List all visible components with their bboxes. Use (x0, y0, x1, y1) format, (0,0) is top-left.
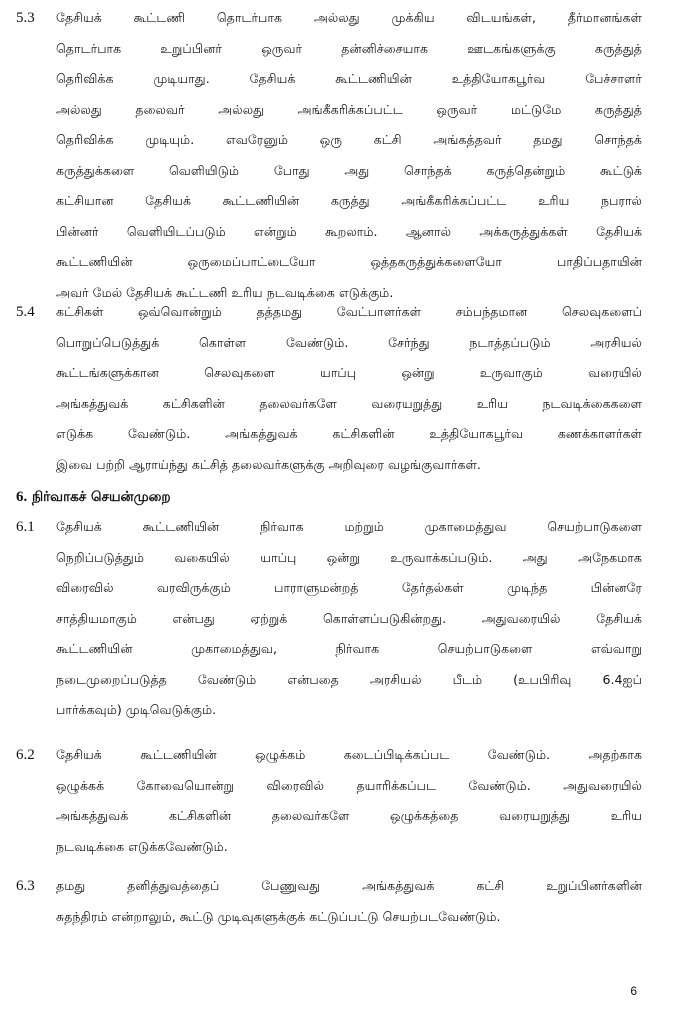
clause-number: 6.3 (16, 878, 35, 894)
text-line: நடவடிக்கை எடுக்கவேண்டும். (56, 838, 228, 854)
section-heading (16, 482, 642, 512)
text-line: தொடர்பாக உறுப்பினர் ஒருவர் தன்னிச்சையாக ஊடகங்களுக்கு கருத்துத் (56, 40, 642, 56)
text-line: அங்கத்துவக் கட்சிகளின் தலைவர்களே வரையறுத்து உரிய நடவடிக்கைகளை (56, 395, 642, 411)
text-line: தெரிவிக்க முடியும். எவரேனும் ஒரு கட்சி அங்கத்தவர் தமது சொந்தக் (56, 132, 642, 147)
text-line: சுதந்திரம் என்றாலும், கூட்டு முடிவுகளுக்குக் கட்டுப்பட்டு செயற்படவேண்டும். (56, 908, 501, 924)
text-line: சாத்தியமாகும் என்பது ஏற்றுக் கொள்ளப்படுகின்றது. அதுவரையில் தேசியக் (56, 610, 642, 626)
text-line: பொறுப்பெடுத்துக் கொள்ள வேண்டும். சேர்ந்து நடாத்தப்படும் அரசியல் (56, 334, 642, 350)
text-line: அல்லது தலைவர் அல்லது அங்கீகரிக்கப்பட்ட ஒருவர் மட்டுமே கருத்துத் (56, 101, 642, 117)
text-line: தேசியக் கூட்டணியின் நிர்வாக மற்றும் முகாமைத்துவ செயற்பாடுகளை (56, 519, 642, 534)
text-line: நடைமுறைப்படுத்த வேண்டும் என்பதை அரசியல் பீடம் (உபபிரிவு 6.4ஐப் (56, 671, 642, 687)
text-line: கூட்டணியின் முகாமைத்துவ, நிர்வாக செயற்பாடுகளை எவ்வாறு (56, 641, 642, 656)
page-number: 6 (630, 984, 637, 998)
text-line: எடுக்க வேண்டும். அங்கத்துவக் கட்சிகளின் உத்தியோகபூர்வ கணக்காளர்கள் (56, 426, 642, 441)
clause-number: 6.2 (16, 747, 35, 763)
text-line: தேசியக் கூட்டணியின் ஒழுக்கம் கடைப்பிடிக்கப்பட வேண்டும். அதற்காக (56, 747, 642, 762)
clause-text (56, 512, 642, 726)
clause-text (56, 740, 642, 862)
text-line: கட்சிகள் ஒவ்வொன்றும் தத்தமது வேட்பாளர்கள் சம்பந்தமான செலவுகளைப் (56, 304, 642, 319)
text-line: தேசியக் கூட்டணி தொடர்பாக அல்லது முக்கிய விடயங்கள், தீர்மானங்கள் (56, 10, 642, 25)
clause-text (56, 3, 642, 308)
clause-number: 6.1 (16, 519, 35, 535)
text-line: விரைவில் வரவிருக்கும் பாராளுமன்றத் தேர்தல்கள் முடிந்த பின்னரே (56, 580, 642, 595)
text-line: கூட்டங்களுக்கான செலவுகளை யாப்பு ஒன்று உருவாகும் வரையில் (56, 365, 642, 380)
section-number: 6. (16, 489, 28, 505)
text-line: நெறிப்படுத்தும் வகையில் யாப்பு ஒன்று உருவாக்கப்படும். அது அநேகமாக (56, 549, 642, 565)
text-line: அங்கத்துவக் கட்சிகளின் தலைவர்களே ஒழுக்கத்தை வரையறுத்து உரிய (56, 808, 642, 823)
text-line: தெரிவிக்க முடியாது. தேசியக் கூட்டணியின் உத்தியோகபூர்வ பேச்சாளர் (56, 71, 642, 86)
text-line: பார்க்கவும்) முடிவெடுக்கும். (56, 702, 217, 717)
text-line: கட்சியான தேசியக் கூட்டணியின் கருத்து அங்கீகரிக்கப்பட்ட உரிய நபரால் (56, 193, 642, 208)
text-line: ஒழுக்கக் கோவையொன்று விரைவில் தயாரிக்கப்பட வேண்டும். அதுவரையில் (56, 777, 642, 793)
clause-text (56, 871, 642, 932)
section-title: நிர்வாகச் செயன்முறை (31, 489, 171, 505)
text-line: பின்னர் வெளியிடப்படும் என்றும் கூறலாம். ஆனால் அக்கருத்துக்கள் தேசியக் (56, 223, 642, 239)
text-line: அவர் மேல் தேசியக் கூட்டணி உரிய நடவடிக்கை எடுக்கும். (56, 284, 394, 300)
text-line: தமது தனித்துவத்தைப் பேணுவது அங்கத்துவக் கட்சி உறுப்பினர்களின் (56, 878, 642, 893)
text-line: கூட்டணியின் ஒருமைப்பாட்டையோ ஒத்தகருத்துக்களையோ பாதிப்பதாயின் (56, 254, 642, 269)
clause-number: 5.4 (16, 304, 35, 320)
text-line: கருத்துக்களை வெளியிடும் போது அது சொந்தக் கருத்தென்றும் கூட்டுக் (56, 162, 642, 178)
clause-text (56, 297, 642, 480)
text-line: இவை பற்றி ஆராய்ந்து கட்சித் தலைவர்களுக்கு அறிவுரை வழங்குவார்கள். (56, 456, 481, 472)
clause-number: 5.3 (16, 10, 35, 26)
